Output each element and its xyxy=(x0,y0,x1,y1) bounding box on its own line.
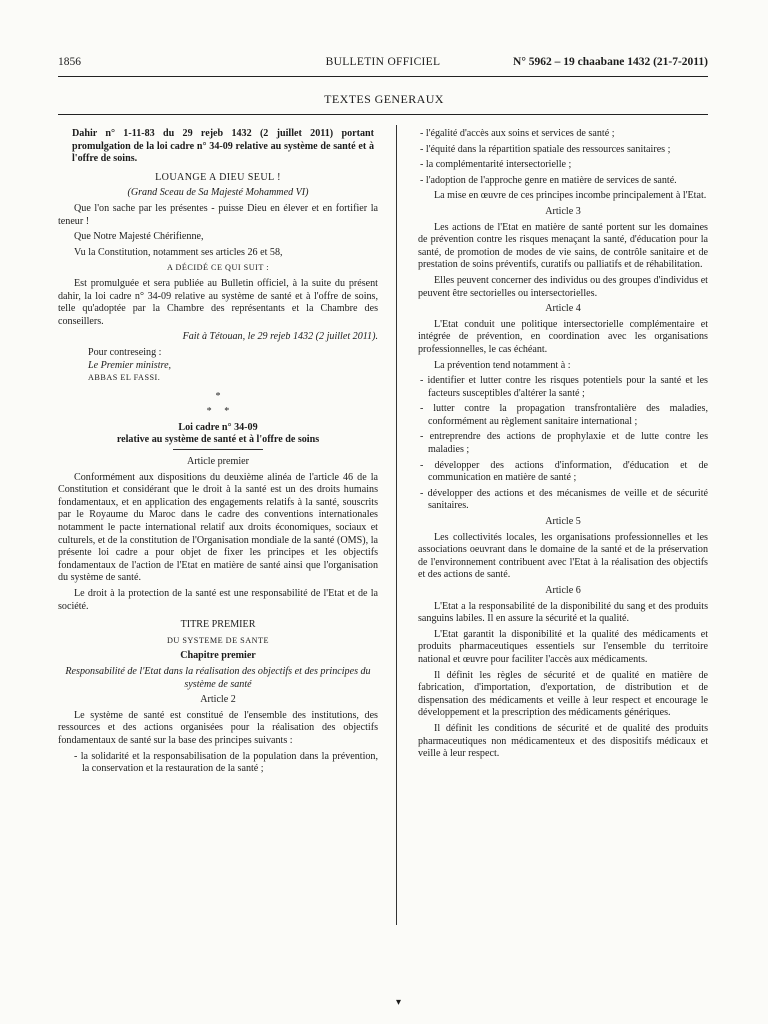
asterisk-separator: * xyxy=(215,390,221,402)
list-item: - développer des actions d'information, d'éducation et de communication en matière de santé ; xyxy=(420,459,708,484)
loi-title: Loi cadre n° 34-09 xyxy=(178,421,258,433)
list-item: - identifier et lutter contre les risques potentiels pour la santé et les facteurs susceptibles d'altérer la santé ; xyxy=(420,375,708,399)
paragraph: Elles peuvent concerner des individus ou des groupes d'individus et peuvent être sectorielles ou intersectorielles. xyxy=(418,274,708,299)
paragraph: Il définit les règles de sécurité et de qualité en matière de fabrication, d'importation, d'exportation, de distribution et de dispensation des médicaments et veille à leur respect et encourage le développement et la prescription des médicaments génériques. xyxy=(418,669,708,719)
paragraph: Que Notre Majesté Chérifienne, xyxy=(74,231,204,243)
contreseing: Pour contreseing : xyxy=(88,346,162,358)
paragraph: La mise en œuvre de ces principes incombe principalement à l'Etat. xyxy=(434,190,707,202)
column-divider xyxy=(396,125,397,925)
section-title: TEXTES GENERAUX xyxy=(324,92,444,106)
paragraph: Vu la Constitution, notamment ses articles 26 et 58, xyxy=(74,246,283,258)
list-item: - la complémentarité intersectorielle ; xyxy=(420,159,572,171)
page-header xyxy=(58,56,708,72)
list-item: - l'adoption de l'approche genre en matière de services de santé. xyxy=(420,174,677,186)
dahir-title: Dahir n° 1-11-83 du 29 rejeb 1432 (2 juillet 2011) portant promulgation de la loi cadre n° 34-09 relative au système de santé et à l'offre de soins. xyxy=(72,128,374,165)
fait-date: Fait à Tétouan, le 29 rejeb 1432 (2 juillet 2011). xyxy=(182,331,378,343)
asterisk-separator: * * xyxy=(206,406,230,418)
paragraph: Le système de santé est constitué de l'ensemble des institutions, des ressources et des actions organisées pour la réalisation des objectifs fondamentaux de santé sur la base des principes suivants : xyxy=(58,709,378,746)
grand-sceau: (Grand Sceau de Sa Majesté Mohammed VI) xyxy=(127,187,309,199)
titre-heading: TITRE PREMIER xyxy=(180,619,256,631)
page-number: 1856 xyxy=(58,56,81,68)
article-heading: Article 4 xyxy=(545,303,581,315)
paragraph: La prévention tend notamment à : xyxy=(434,359,571,371)
decide-heading: A DÉCIDÉ CE QUI SUIT : xyxy=(166,263,270,273)
paragraph: Est promulguée et sera publiée au Bulletin officiel, à la suite du présent dahir, la loi cadre n° 34-09 relative au système de santé et à l'offre de soins, telle qu'adoptée par la Chambre des représentants et la Chambre des conseillers. xyxy=(58,277,378,327)
article-heading: Article 6 xyxy=(545,585,581,596)
list-item: - développer des actions et des mécanismes de veille et de sécurité sanitaires. xyxy=(420,487,708,512)
title-rule xyxy=(173,449,263,450)
loi-subtitle: relative au système de santé et à l'offre de soins xyxy=(116,434,320,446)
issue-reference: N° 5962 – 19 chaabane 1432 (21-7-2011) xyxy=(513,56,708,68)
right-column xyxy=(418,128,708,764)
paragraph: Les collectivités locales, les organisations professionnelles et les associations oeuvrant dans le domaine de la santé et de la préservation de l'environnement contribuent avec l'Etat à la réalisation des objectifs et des actions de santé. xyxy=(418,531,708,581)
paragraph: Il définit les conditions de sécurité et de qualité des produits pharmaceutiques non médicamenteux et des dispositifs médicaux et veille à leur respect. xyxy=(418,722,708,760)
chapitre-heading: Chapitre premier xyxy=(180,650,256,662)
publication-name: BULLETIN OFFICIEL xyxy=(325,56,441,68)
list-item: - lutter contre la propagation transfrontalière des maladies, conformément au règlement sanitaire international ; xyxy=(420,403,708,427)
list-item: - l'égalité d'accès aux soins et services de santé ; xyxy=(420,128,615,139)
paragraph: Conformément aux dispositions du deuxième alinéa de l'article 46 de la Constitution et considérant que le droit à la santé est un des droits humains fondamentaux, et en application des engagements relatifs à la santé, souscrits par le Royaume du Maroc dans le cadre des conventions internationales notamment le pacte international relatif aux droits économiques, sociaux et culturels, et de la constitution de l'Organisation mondiale de la santé (OMS), la présente loi cadre a pour objet de fixer les principes et les objectifs fondamentaux de l'action de l'Etat en matière de santé ainsi que l'organisation du système de santé. xyxy=(58,471,378,584)
paragraph: L'Etat a la responsabilité de la disponibilité du sang et des produits sanguins labiles. Il en assure la sécurité et la qualité. xyxy=(418,600,708,625)
titre-subheading: DU SYSTEME DE SANTE xyxy=(166,635,270,645)
paragraph: L'Etat garantit la disponibilité et la qualité des médicaments et produits pharmaceutiques essentiels sur l'ensemble du territoire national et œuvre pour faciliter l'accès aux médicaments. xyxy=(418,628,708,665)
paragraph: Les actions de l'Etat en matière de santé portent sur les domaines de prévention contre les risques menaçant la santé, d'éducation pour la santé, de promotion de modes de vie sains, de contrôle sanitaire et de prestation de soins préventifs, curatifs ou palliatifs et de réhabilitation. xyxy=(418,221,708,271)
section-rule xyxy=(58,114,708,115)
article-heading: Article 3 xyxy=(545,205,581,217)
article-heading: Article 5 xyxy=(545,516,581,528)
left-column xyxy=(58,128,378,779)
premier-ministre: Le Premier ministre, xyxy=(88,359,172,371)
list-item: - entreprendre des actions de prophylaxie et de lutte contre les maladies ; xyxy=(420,431,708,456)
list-item: - la solidarité et la responsabilisation de la population dans la prévention, la conservation et la restauration de la santé ; xyxy=(74,750,378,775)
paragraph: L'Etat conduit une politique intersectorielle complémentaire et intégrée de prévention, en coordination avec les organisations professionnelles, le cas échéant. xyxy=(418,318,708,355)
louange: LOUANGE A DIEU SEUL ! xyxy=(155,171,281,183)
list-item: - l'équité dans la répartition spatiale des ressources sanitaires ; xyxy=(420,143,671,155)
footer-mark: ▾ xyxy=(396,997,402,1008)
article-heading: Article 2 xyxy=(200,694,236,706)
paragraph: Le droit à la protection de la santé est une responsabilité de l'Etat et de la société. xyxy=(58,588,378,612)
paragraph: Que l'on sache par les présentes - puisse Dieu en élever et en fortifier la teneur ! xyxy=(58,202,378,227)
signataire: ABBAS EL FASSI. xyxy=(88,373,161,383)
header-rule xyxy=(58,76,708,77)
article-heading: Article premier xyxy=(187,456,249,468)
chapitre-subheading: Responsabilité de l'Etat dans la réalisation des objectifs et des principes du système de santé xyxy=(65,665,371,690)
